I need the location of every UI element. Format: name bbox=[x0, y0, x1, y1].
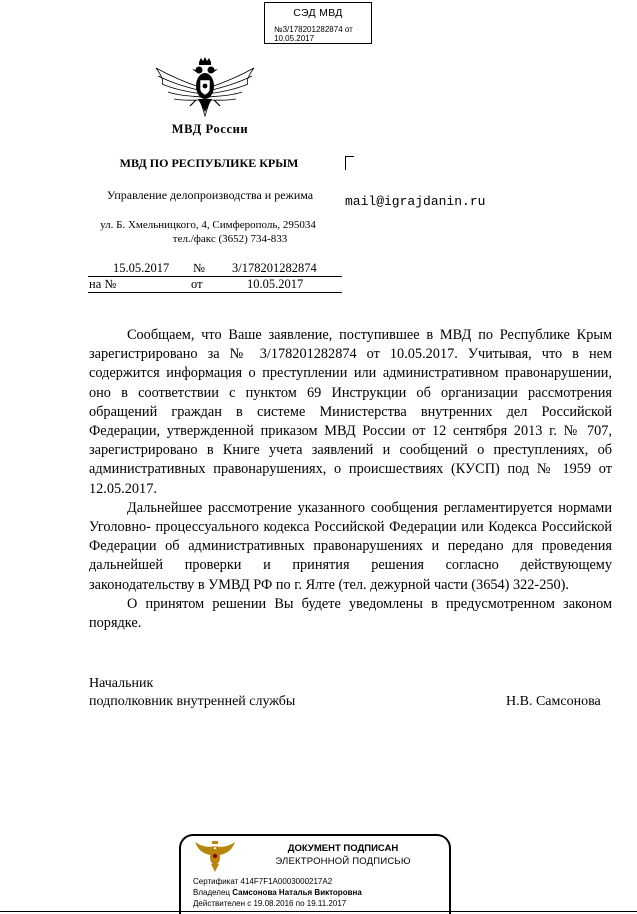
division-name: Управление делопроизводства и режима bbox=[106, 188, 314, 202]
department-name: МВД ПО РЕСПУБЛИКЕ КРЫМ bbox=[119, 156, 299, 170]
reg-line-2 bbox=[88, 292, 342, 293]
esig-valid-label: Действителен с bbox=[193, 899, 252, 908]
esig-owner-value: Самсонова Наталья Викторовна bbox=[232, 888, 362, 897]
esig-cert-value: 414F7F1A0003000217A2 bbox=[240, 877, 333, 886]
recipient-corner-mark bbox=[345, 156, 354, 170]
address: ул. Б. Хмельницкого, 4, Симферополь, 295034 bbox=[100, 219, 316, 231]
esig-heading-2: ЭЛЕКТРОННОЙ ПОДПИСЬЮ bbox=[275, 856, 411, 867]
esig-valid-from: 19.08.2016 bbox=[253, 899, 294, 908]
sed-stamp-date: 10.05.2017 bbox=[274, 34, 315, 43]
ministry-name: МВД России bbox=[171, 122, 249, 136]
reg-line-1 bbox=[88, 276, 342, 277]
esig-heading-1: ДОКУМЕНТ ПОДПИСАН bbox=[287, 843, 399, 854]
esig-cert-label: Сертификат bbox=[193, 877, 239, 886]
ref-label: на № bbox=[89, 277, 117, 291]
esig-validity bbox=[193, 899, 346, 908]
sed-stamp-title: СЭД МВД bbox=[293, 7, 343, 19]
esig-valid-to: 19.11.2017 bbox=[306, 899, 347, 908]
phone: тел./факс (3652) 734-833 bbox=[172, 233, 288, 245]
recipient-email: mail@igrajdanin.ru bbox=[345, 194, 486, 209]
signer-rank: подполковник внутренней службы bbox=[89, 694, 296, 709]
esig-owner-label: Владелец bbox=[193, 888, 231, 897]
letter-body bbox=[89, 326, 612, 633]
page-bottom-rule bbox=[0, 911, 637, 912]
eagle-emblem-icon bbox=[152, 56, 258, 122]
eagle-emblem-icon bbox=[193, 840, 237, 874]
esig-valid-to-label: по bbox=[295, 899, 305, 908]
out-number: 3/178201282874 bbox=[232, 261, 317, 275]
esig-certificate bbox=[193, 877, 332, 886]
sed-stamp bbox=[264, 2, 372, 44]
signer-title: Начальник bbox=[89, 676, 154, 691]
body-paragraph-1: Сообщаем, что Ваше заявление, поступившее в МВД по Республике Крым зарегистрировано за № 3/178201282874 от 10.05.2017. Учитывая, что в нем содержится информация о преступлении или административном правонарушении, оно в соответствии с пунктом 69 Инструкции об организации рассмотрения обращений граждан в системе Министерства внутренних дел Российской Федерации, утвержденной приказом МВД России от 12 сентября 2013 г. № 707, зарегистрировано в Книге учета заявлений и сообщений о преступлениях, об административных правонарушениях, о происшествиях (КУСП) под № 1959 от 12.05.2017. bbox=[89, 327, 612, 497]
signer-name: Н.В. Самсонова bbox=[506, 694, 601, 709]
esig-owner bbox=[193, 888, 362, 897]
electronic-signature-stamp bbox=[179, 834, 451, 914]
body-paragraph-3: О принятом решении Вы будете уведомлены в предусмотренном законом порядке. bbox=[89, 595, 612, 632]
out-number-sign: № bbox=[193, 261, 205, 275]
body-paragraph-2: Дальнейшее рассмотрение указанного сообщения регламентируется нормами Уголовно- процессуального кодекса Российской Федерации или Кодекса Российской Федерации об административных правонарушениях и передано для проведения дальнейшей проверки и принятия решения согласно действующему законодательству в УМВД РФ по г. Ялте (тел. дежурной части (3654) 322-250). bbox=[89, 499, 612, 593]
ref-date: 10.05.2017 bbox=[247, 277, 304, 291]
ref-from-label: от bbox=[191, 277, 203, 291]
sed-stamp-number: №3/178201282874 от bbox=[274, 25, 353, 34]
out-date: 15.05.2017 bbox=[113, 261, 170, 275]
